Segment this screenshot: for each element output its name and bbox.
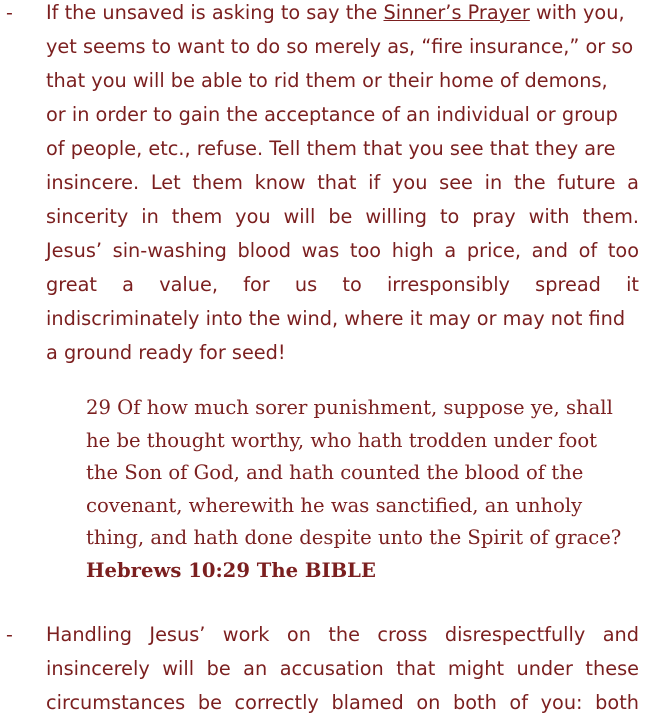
quote-line: the Son of God, and hath counted the blood of the [86, 461, 584, 484]
paragraph-line: indiscriminately into the wind, where it may or may not find [46, 307, 626, 330]
bullet-marker: - [6, 624, 13, 646]
paragraph-line: a ground ready for seed! [46, 341, 286, 364]
quote-line: he be thought worthy, who hath trodden under foot [86, 428, 598, 452]
paragraph-2 [46, 618, 639, 720]
paragraph-line: insincere. Let them know that if you see in the future a [46, 171, 639, 194]
paragraph-line: great a value, for us to irresponsibly spread it [46, 273, 639, 296]
bullet-marker: - [6, 2, 13, 24]
paragraph-line: circumstances be correctly blamed on both of you: both [46, 691, 639, 714]
text-span: with you, [529, 1, 625, 24]
paragraph-line: of people, etc., refuse. Tell them that you see that they are [46, 137, 616, 160]
sinners-prayer-link[interactable]: Sinner’s Prayer [383, 1, 530, 24]
text-span: If the unsaved is asking to say the [46, 1, 384, 24]
paragraph-line: sincerity in them you will be willing to pray with them. [46, 205, 639, 228]
quote-line: thing, and hath done despite unto the Spirit of grace? [86, 526, 622, 549]
paragraph-line: yet seems to want to do so merely as, “fire insurance,” or so [46, 35, 634, 58]
paragraph-line: Handling Jesus’ work on the cross disrespectfully and [46, 623, 639, 646]
quote-line: 29 Of how much sorer punishment, suppose ye, shall [86, 396, 613, 419]
paragraph-line: or in order to gain the acceptance of an individual or group [46, 103, 618, 126]
paragraph-line: Jesus’ sin-washing blood was too high a price, and of too [46, 239, 639, 262]
paragraph-1 [46, 0, 639, 370]
scripture-reference: Hebrews 10:29 The BIBLE [86, 558, 376, 582]
paragraph-line: that you will be able to rid them or their home of demons, [46, 69, 608, 92]
paragraph-line: insincerely will be an accusation that might under these [46, 657, 639, 680]
quote-line: covenant, wherewith he was sanctified, an unholy [86, 493, 583, 517]
scripture-quote [86, 392, 639, 587]
paragraph-line [46, 0, 639, 30]
